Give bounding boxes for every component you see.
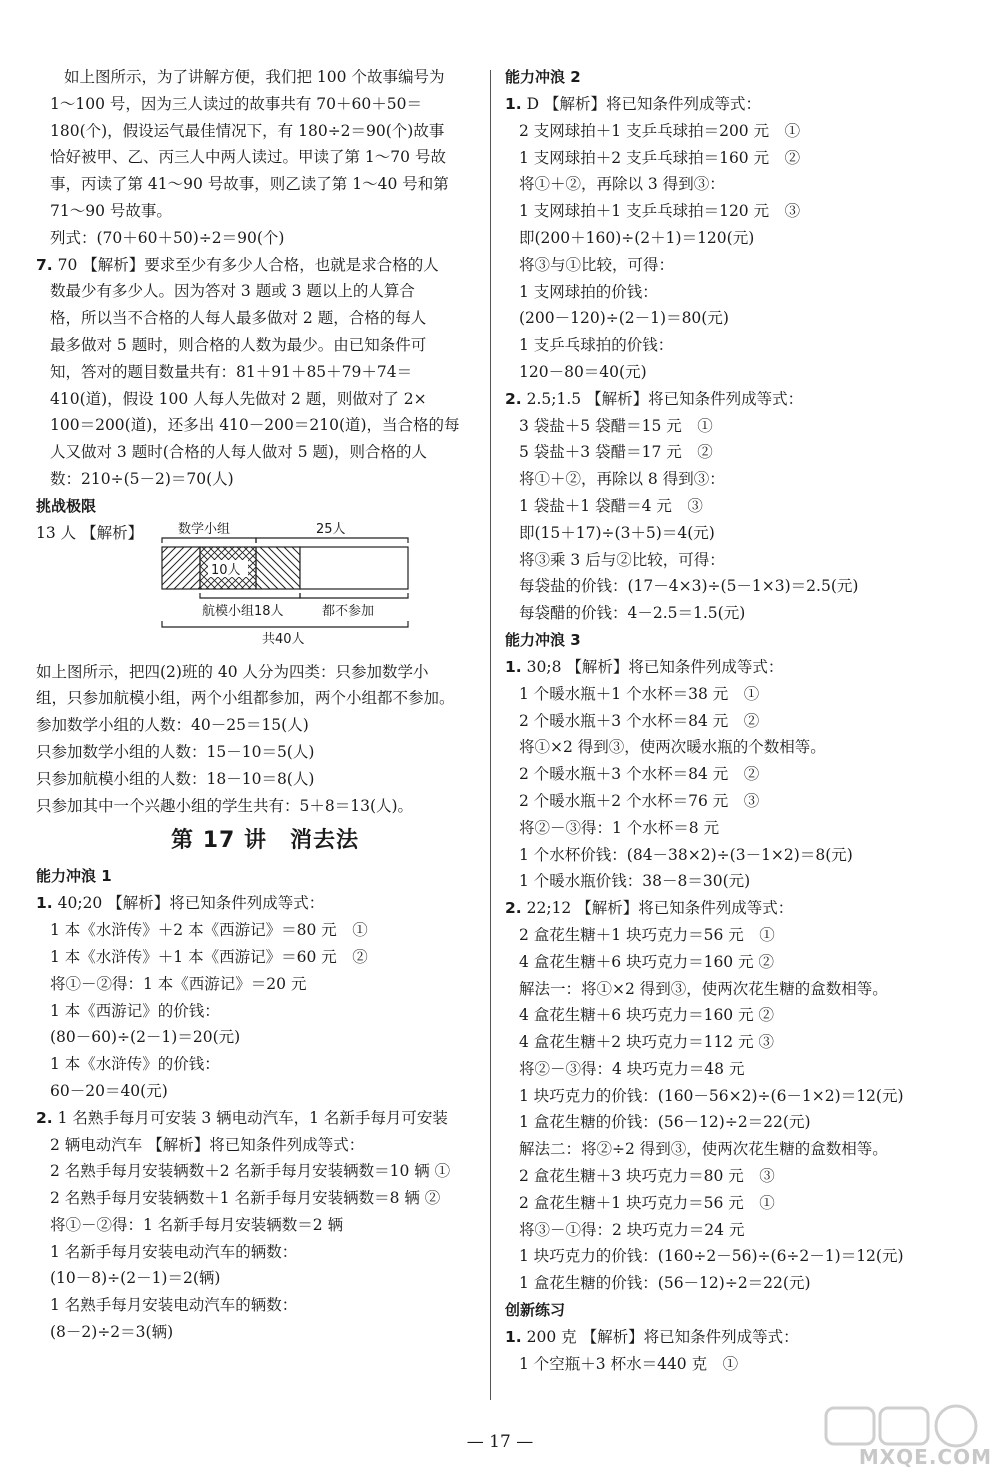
text-line: 1 个暖水瓶＋1 个水杯＝38 元 ① <box>519 684 760 703</box>
text-line: 1 本《水浒传》＋2 本《西游记》＝80 元 ① <box>50 921 368 940</box>
math-group-label: 数学小组 <box>178 521 231 537</box>
question-number: 1. <box>505 95 522 113</box>
text-line: 2 辆电动汽车 【解析】将已知条件列成等式： <box>50 1135 365 1154</box>
total-bracket <box>162 621 408 627</box>
text-line: 数：210÷(5－2)＝70(人) <box>50 469 234 488</box>
only-math-segment <box>162 547 200 589</box>
question-text: 30;8 【解析】将已知条件列成等式： <box>526 657 784 676</box>
right-column <box>505 64 960 1378</box>
question-1 <box>505 1324 960 1351</box>
text-line: 1 盒花生糖的价钱：(56－12)÷2＝22(元) <box>519 1274 811 1293</box>
text-line: 人又做对 3 题时(合格的人每人做对 5 题)，则合格的人 <box>50 443 428 462</box>
text-line: 1 支乒乓球拍的价钱： <box>519 336 674 355</box>
text-line: 即(200＋160)÷(2＋1)＝120(元) <box>519 228 755 247</box>
text-line: 4 盒花生糖＋6 块巧克力＝160 元 ② <box>519 952 775 971</box>
text-line: 1 支网球拍＋1 支乒乓球拍＝120 元 ③ <box>519 202 801 221</box>
text-line: 解法二：将②÷2 得到③，使两次花生糖的盒数相等。 <box>519 1140 888 1159</box>
text-line: 2 个暖水瓶＋3 个水杯＝84 元 ② <box>519 765 760 784</box>
text-line: (200－120)÷(2－1)＝80(元) <box>519 309 729 328</box>
question-number: 2. <box>505 389 522 408</box>
text-line: 1 袋盐＋1 袋醋＝4 元 ③ <box>519 496 703 515</box>
model-group-label: 航模小组18人 <box>202 603 284 619</box>
text-line: (10－8)÷(2－1)＝2(辆) <box>50 1269 221 1288</box>
text-line: 每袋盐的价钱：(17－4×3)÷(5－1×3)＝2.5(元) <box>519 577 859 596</box>
chapter-title: 第 17 讲 消去法 <box>171 828 359 854</box>
model-group-bracket <box>200 593 300 598</box>
text-line: 将①－②得：1 本《西游记》＝20 元 <box>50 974 307 993</box>
watermark-text: MXQE.COM <box>858 1445 992 1469</box>
text-line: 只参加航模小组的人数：18－10＝8(人) <box>36 769 315 788</box>
both-count-label: 10人 <box>211 562 241 578</box>
column-divider <box>490 70 491 1400</box>
text-line: 71～90 号故事。 <box>50 201 172 220</box>
text-line: 即(15＋17)÷(3＋5)＝4(元) <box>519 523 715 542</box>
question-2 <box>505 895 960 922</box>
none-25-bracket <box>256 538 408 543</box>
text-line: 2 个暖水瓶＋2 个水杯＝76 元 ③ <box>519 791 760 810</box>
text-line: 知，答对的题目数量共有：81＋91＋85＋79＋74＝ <box>50 362 413 381</box>
question-text: 2.5;1.5 【解析】将已知条件列成等式： <box>526 389 804 408</box>
question-2 <box>36 1105 480 1132</box>
challenge-answer: 13 人 【解析】 <box>36 523 144 542</box>
text-line: 1 支网球拍的价钱： <box>519 282 658 301</box>
text-line: 将①＋②，再除以 3 得到③： <box>519 175 725 194</box>
only-model-segment <box>256 547 300 589</box>
question-number: 7. <box>36 255 53 274</box>
section-heading-wave-1: 能力冲浪 1 <box>36 867 112 886</box>
section-heading-innovation: 创新练习 <box>505 1301 566 1320</box>
text-line: 3 袋盐＋5 袋醋＝15 元 ① <box>519 416 713 435</box>
text-line: 1 盒花生糖的价钱：(56－12)÷2＝22(元) <box>519 1113 811 1132</box>
neither-bracket <box>300 593 408 598</box>
text-line: 将①×2 得到③，使两次暖水瓶的个数相等。 <box>519 738 826 757</box>
text-line: 将①－②得：1 名新手每月安装辆数＝2 辆 <box>50 1215 344 1234</box>
text-line: 解法一：将①×2 得到③，使两次花生糖的盒数相等。 <box>519 979 888 998</box>
text-line: 组，只参加航模小组，两个小组都参加，两个小组都不参加。 <box>36 689 455 708</box>
text-line: 1 支网球拍＋2 支乒乓球拍＝160 元 ② <box>519 148 801 167</box>
text-line: 4 盒花生糖＋2 块巧克力＝112 元 ③ <box>519 1033 775 1052</box>
text-line: 参加数学小组的人数：40－25＝15(人) <box>36 716 309 735</box>
text-line: 410(道)，假设 100 人每人先做对 2 题，则做对了 2× <box>50 389 427 408</box>
count-25-label: 25人 <box>316 521 346 537</box>
text-line: (80－60)÷(2－1)＝20(元) <box>50 1028 241 1047</box>
text-line: 1 个空瓶＋3 杯水＝440 克 ① <box>519 1354 739 1373</box>
venn-bar-diagram <box>50 521 480 659</box>
text-line: 180(个)，假设运气最佳情况下，有 180÷2＝90(个)故事 <box>50 121 445 140</box>
text-line: 只参加数学小组的人数：15－10＝5(人) <box>36 742 315 761</box>
text-line: 1 本《水浒传》的价钱： <box>50 1055 220 1074</box>
question-number: 2. <box>36 1108 53 1127</box>
text-line: 只参加其中一个兴趣小组的学生共有：5＋8＝13(人)。 <box>36 796 414 815</box>
text-line: 2 支网球拍＋1 支乒乓球拍＝200 元 ① <box>519 121 801 140</box>
text-line: 2 名熟手每月安装辆数＋1 名新手每月安装辆数＝8 辆 ② <box>50 1189 441 1208</box>
question-text: 40;20 【解析】将已知条件列成等式： <box>57 894 325 913</box>
text-line: 数最少有多少人。因为答对 3 题或 3 题以上的人算合 <box>50 282 415 301</box>
question-1 <box>505 654 960 681</box>
text-line: 2 名熟手每月安装辆数＋2 名新手每月安装辆数＝10 辆 ① <box>50 1162 451 1181</box>
text-line: 2 个暖水瓶＋3 个水杯＝84 元 ② <box>519 711 760 730</box>
question-number: 1. <box>505 657 522 676</box>
question-7 <box>36 252 480 279</box>
text-line: 1 个水杯价钱：(84－38×2)÷(3－1×2)＝8(元) <box>519 845 853 864</box>
text-line: 1 名熟手每月安装电动汽车的辆数： <box>50 1296 298 1315</box>
text-line: 1 个暖水瓶价钱：38－8＝30(元) <box>519 872 751 891</box>
text-line: 列式：(70＋60＋50)÷2＝90(个) <box>50 228 285 247</box>
section-heading-wave-2: 能力冲浪 2 <box>505 68 581 86</box>
text-line: 2 盒花生糖＋1 块巧克力＝56 元 ① <box>519 925 775 944</box>
text-line: 1 本《西游记》的价钱： <box>50 1001 220 1020</box>
neither-label: 都不参加 <box>322 603 375 619</box>
text-line: 事，丙读了第 41～90 号故事，则乙读了第 1～40 号和第 <box>50 175 449 194</box>
question-2 <box>505 386 960 413</box>
text-line: 5 袋盐＋3 袋醋＝17 元 ② <box>519 443 713 462</box>
text-line: 将③乘 3 后与②比较，可得： <box>519 550 725 569</box>
text-line: 1 块巧克力的价钱：(160－56×2)÷(6－1×2)＝12(元) <box>519 1086 904 1105</box>
diagram-svg <box>50 521 480 659</box>
question-number: 2. <box>505 899 522 918</box>
question-text: 1 名熟手每月可安装 3 辆电动汽车，1 名新手每月可安装 <box>57 1108 448 1127</box>
text-line: 如上图所示，把四(2)班的 40 人分为四类：只参加数学小 <box>36 662 429 681</box>
text-line: 120－80＝40(元) <box>519 362 647 381</box>
neither-segment <box>300 547 408 589</box>
text-line: 将③－①得：2 块巧克力＝24 元 <box>519 1220 745 1239</box>
text-line: 将②－③得：4 块巧克力＝48 元 <box>519 1059 745 1078</box>
text-line: 2 盒花生糖＋3 块巧克力＝80 元 ③ <box>519 1167 775 1186</box>
text-line: 1 本《水浒传》＋1 本《西游记》＝60 元 ② <box>50 947 368 966</box>
text-line: 1～100 号，因为三人读过的故事共有 70＋60＋50＝ <box>50 94 422 113</box>
question-number: 1. <box>505 1328 522 1347</box>
question-text: D 【解析】将已知条件列成等式： <box>526 95 761 113</box>
left-column <box>36 64 480 1346</box>
question-text: 22;12 【解析】将已知条件列成等式： <box>526 899 794 918</box>
text-line: 恰好被甲、乙、丙三人中两人读过。甲读了第 1～70 号故 <box>50 148 446 167</box>
text-line: 100＝200(道)，还多出 410－200＝210(道)，当合格的每 <box>50 416 460 435</box>
text-line: 4 盒花生糖＋6 块巧克力＝160 元 ② <box>519 1006 775 1025</box>
total-label: 共40人 <box>262 631 305 647</box>
text-line: 将③与①比较，可得： <box>519 255 675 274</box>
question-1 <box>36 890 480 917</box>
question-1 <box>505 91 960 118</box>
text-line: 1 块巧克力的价钱：(160÷2－56)÷(6÷2－1)＝12(元) <box>519 1247 904 1266</box>
text-line: 将①＋②，再除以 8 得到③： <box>519 470 725 489</box>
text-line: 如上图所示，为了讲解方便，我们把 100 个故事编号为 <box>64 68 445 86</box>
page-number: — 17 — <box>466 1432 534 1452</box>
text-line: 60－20＝40(元) <box>50 1081 168 1100</box>
text-line: 每袋醋的价钱：4－2.5＝1.5(元) <box>519 604 746 623</box>
question-text: 200 克 【解析】将已知条件列成等式： <box>526 1328 799 1347</box>
text-line: (8－2)÷2＝3(辆) <box>50 1323 174 1342</box>
text-line: 将②－③得：1 个水杯＝8 元 <box>519 818 720 837</box>
question-text: 70 【解析】要求至少有多少人合格，也就是求合格的人 <box>57 255 439 274</box>
math-group-bracket <box>162 538 256 543</box>
text-line: 2 盒花生糖＋1 块巧克力＝56 元 ① <box>519 1193 775 1212</box>
question-number: 1. <box>36 894 53 913</box>
text-line: 最多做对 5 题时，则合格的人数为最少。由已知条件可 <box>50 335 427 354</box>
section-heading-challenge: 挑战极限 <box>36 496 97 515</box>
text-line: 1 名新手每月安装电动汽车的辆数： <box>50 1242 298 1261</box>
section-heading-wave-3: 能力冲浪 3 <box>505 630 581 649</box>
text-line: 格，所以当不合格的人每人最多做对 2 题，合格的每人 <box>50 309 427 328</box>
